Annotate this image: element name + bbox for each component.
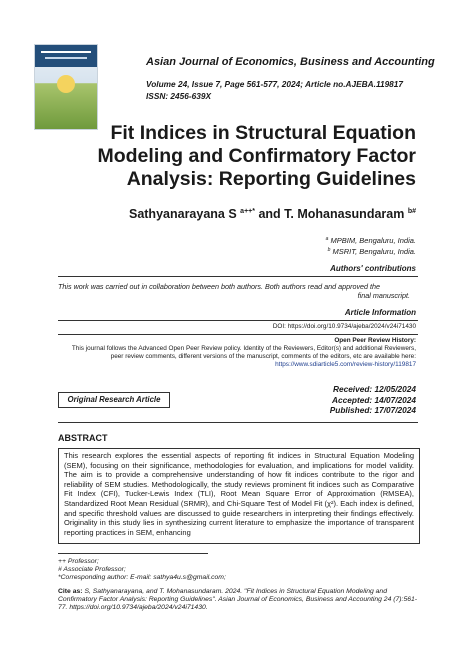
divider (58, 422, 418, 423)
citation (58, 588, 418, 613)
affiliation (328, 247, 416, 256)
journal-volume: Volume 24, Issue 7, Page 561-577, 2024; Article no.AJEBA.119817 (146, 79, 404, 89)
contributions-text (58, 282, 418, 300)
published-date: Published: 17/07/2024 (329, 405, 416, 415)
journal-name: Asian Journal of Economics, Business and Accounting (146, 56, 435, 68)
author-marker: b# (407, 208, 416, 215)
author-joiner: and (258, 207, 281, 221)
affiliation-marker: b (327, 247, 331, 253)
divider (58, 334, 418, 335)
article-dates (330, 384, 416, 416)
footnote: ++ Professor; (58, 558, 99, 565)
abstract-heading: ABSTRACT (58, 433, 108, 443)
peer-review-line: peer review comments, different versions of the manuscript, comments of the editors, etc are available here: (110, 353, 416, 360)
abstract-text: This research explores the essential aspects of reporting fit indices in Structural Equation Modeling (SEM), focusing on their significance, methodologies for evaluation, and implications for model validity. The aim is to provide a comprehensive understanding of how fit indices contribute to the rigor and reliability of SEM studies. Methodologically, the study reviews prominent fit indices such as Comparative Fit Index (CFI), Tucker-Lewis Index (TLI), Root Mean Square Error of Approximation (RMSEA), Standardized Root Mean Residual (SRMR), and Chi-Square Test of Model Fit (χ²). Each index is defined, and specific threshold values are discussed to guide researchers in interpreting their findings effectively. Originality in this study lies in synthesizing current literature to emphasize the importance of transparent reporting practices in SEM, enhancing (64, 451, 414, 537)
doi-link[interactable]: DOI: https://doi.org/10.9734/ajeba/2024/v24i71430 (272, 323, 416, 330)
footnote-divider (58, 553, 208, 554)
contributions-heading: Authors' contributions (330, 264, 416, 273)
affiliation-marker: a (325, 236, 329, 242)
affiliation (326, 236, 416, 245)
author-marker: a++* (240, 208, 255, 215)
peer-review-heading: Open Peer Review History: (334, 337, 416, 344)
cover-subtitle-line (45, 57, 87, 59)
cover-title-line (41, 51, 91, 53)
author-name: Sathyanarayana S (128, 207, 237, 221)
author-name: T. Mohanasundaram (284, 207, 405, 221)
footnote: # Associate Professor; (58, 566, 126, 573)
article-info-heading: Article Information (344, 308, 416, 317)
affiliation-text: MSRIT, Bengaluru, India. (332, 247, 416, 256)
contributions-line: final manuscript. (357, 291, 410, 300)
accepted-date: Accepted: 14/07/2024 (332, 394, 416, 405)
affiliation-text: MPBIM, Bengaluru, India. (330, 236, 416, 245)
citation-text: S, Sathyanarayana, and T. Mohanasundaram. 2024. "Fit Indices in Structural Equation Modeling and Confirmatory Factor Analysis: Reporting Guidelines". Asian Journal of Economics, Business and Accounting 24 (7):561-77. https://doi.org/10.9734/ajeba/2024/v24i71430. (58, 588, 418, 612)
title-line: Fit Indices in Structural Equation (110, 122, 416, 144)
journal-cover-thumbnail (34, 44, 98, 130)
title-line: Modeling and Confirmatory Factor (97, 145, 416, 167)
article-title (76, 122, 416, 191)
author-line (129, 207, 416, 221)
title-line: Analysis: Reporting Guidelines (126, 168, 416, 190)
divider (58, 276, 418, 277)
cover-band (35, 45, 97, 67)
journal-issn: ISSN: 2456-639X (146, 91, 212, 101)
peer-review-line: This journal follows the Advanced Open Peer Review policy. Identity of the Reviewers, Editor(s) and additional Reviewers, (71, 345, 416, 352)
footnote: *Corresponding author: E-mail: sathya4u.s@gmail.com; (58, 574, 226, 581)
peer-review-link[interactable]: https://www.sdiarticle5.com/review-history/119817 (275, 361, 416, 368)
contributions-line: This work was carried out in collaboration between both authors. Both authors read and approved the (58, 282, 381, 291)
citation-label: Cite as: (58, 588, 83, 595)
abstract-box (58, 448, 420, 544)
divider (58, 320, 418, 321)
cover-sun-graphic (57, 75, 75, 93)
received-date: Received: 12/05/2024 (332, 384, 416, 394)
article-type-badge: Original Research Article (58, 392, 170, 408)
